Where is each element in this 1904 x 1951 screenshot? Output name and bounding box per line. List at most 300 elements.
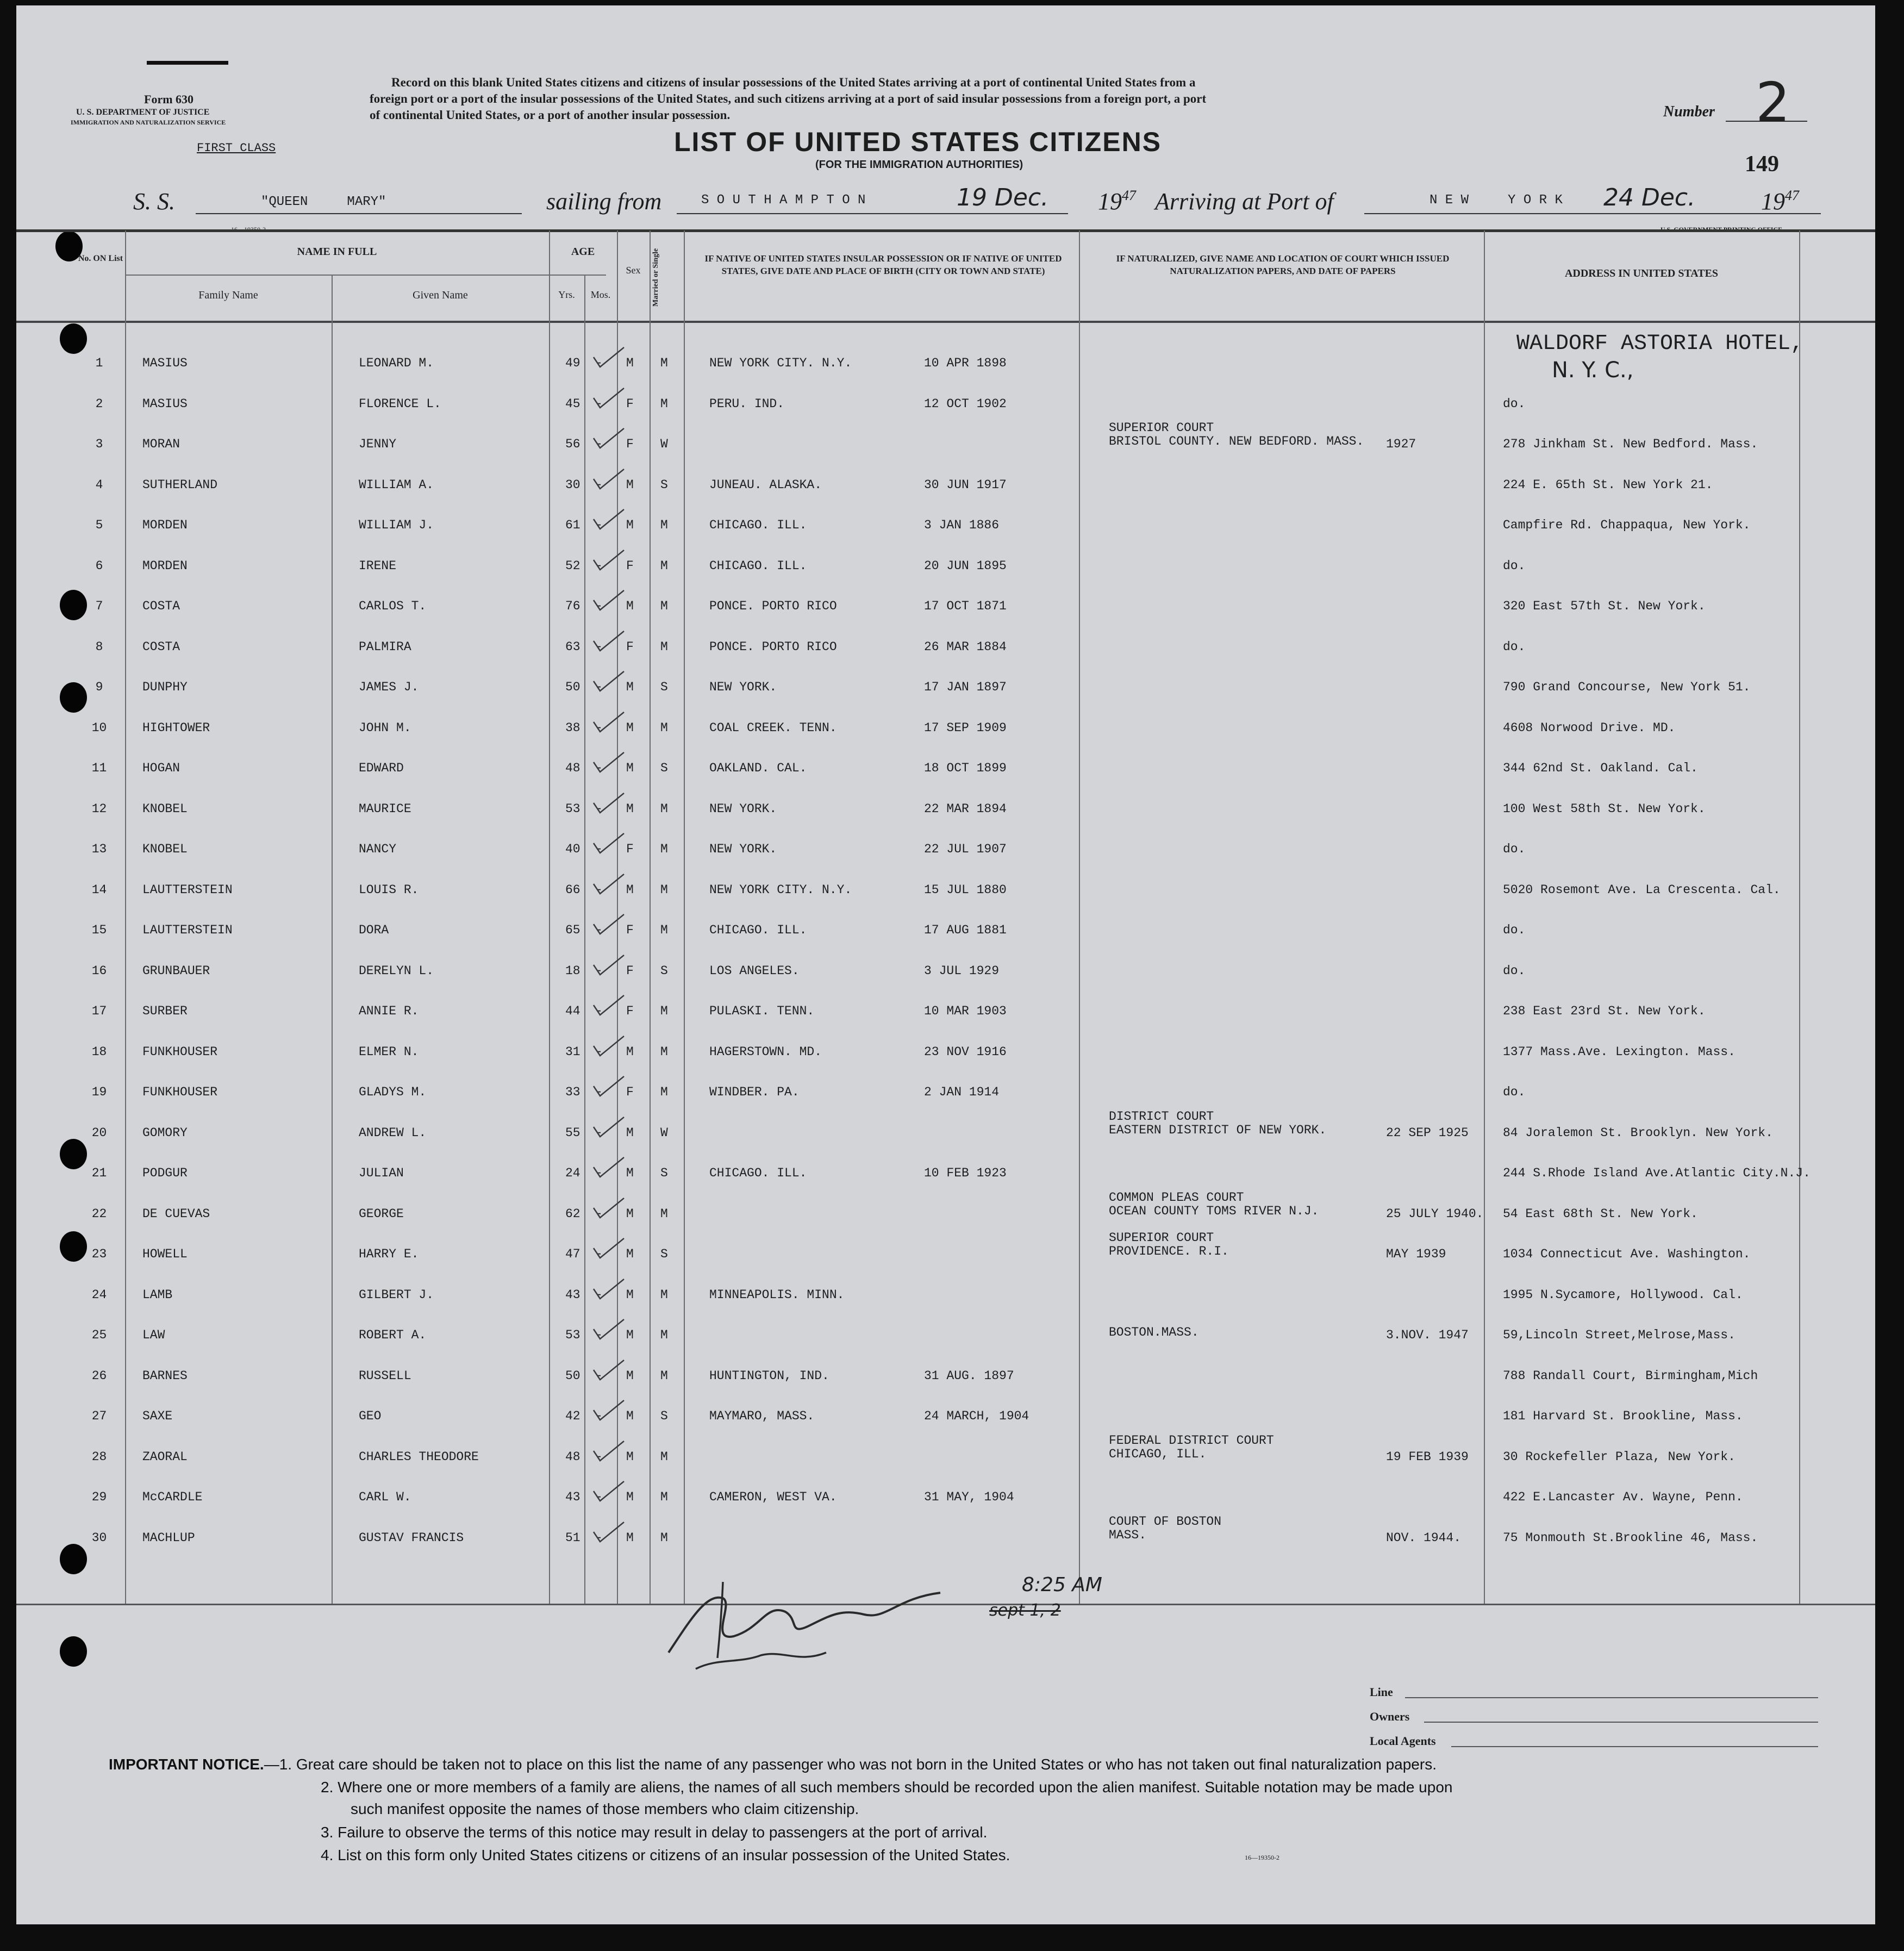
cell-mos: -: [595, 1085, 603, 1099]
cell-birth-place: CAMERON, WEST VA.: [709, 1490, 837, 1504]
cell-court2: EASTERN DISTRICT OF NEW YORK.: [1109, 1123, 1327, 1137]
cell-family: HOWELL: [142, 1247, 188, 1261]
check-mark-icon: [591, 1074, 629, 1101]
cell-sex: M: [626, 1490, 634, 1504]
cell-given: CARL W.: [359, 1490, 411, 1504]
cell-birth-date: 10 FEB 1923: [924, 1166, 1007, 1180]
cell-sex: M: [626, 1409, 634, 1423]
cell-given: JULIAN: [359, 1166, 404, 1180]
cell-birth-date: 3 JAN 1886: [924, 518, 1000, 532]
cell-ms: M: [660, 1449, 668, 1464]
owners-field[interactable]: [1424, 1722, 1818, 1723]
cell-age: 42: [565, 1409, 580, 1423]
cell-family: KNOBEL: [142, 842, 188, 856]
cell-ms: M: [660, 1085, 668, 1099]
check-mark-icon: [591, 710, 629, 737]
cell-sex: M: [626, 1449, 634, 1464]
cell-address: do.: [1503, 923, 1526, 937]
cell-family: HIGHTOWER: [142, 720, 210, 735]
cell-ms: M: [660, 1287, 668, 1302]
cell-address: 244 S.Rhode Island Ave.Atlantic City.N.J.: [1503, 1166, 1811, 1180]
cell-mos: -: [595, 720, 603, 735]
cell-no: 13: [91, 842, 107, 856]
arrival-year: $19^{47}$: [1761, 188, 1799, 215]
cell-family: BARNES: [142, 1368, 188, 1383]
cell-no: 6: [95, 558, 103, 573]
cell-birth-place: WINDBER. PA.: [709, 1085, 800, 1099]
cell-birth-date: 10 APR 1898: [924, 356, 1007, 370]
col-header-age: AGE: [571, 246, 595, 258]
cell-no: 2: [95, 396, 103, 411]
cell-birth-date: 17 OCT 1871: [924, 599, 1007, 613]
cell-ms: M: [660, 1368, 668, 1383]
list-number: 2: [1756, 71, 1790, 134]
cell-address: 30 Rockefeller Plaza, New York.: [1503, 1449, 1736, 1464]
record-notice: Record on this blank United States citizens and citizens of insular possessions of the United States arriving at a port of continental United States from a foreign port or a port of the insular possessions of the United States, and such citizens arriving at a port of said insular possessions from a foreign port, a port of continental United States, or a port of another insular possession.: [370, 76, 1207, 122]
notice-code: 16—19350-2: [1245, 1854, 1279, 1861]
cell-family: LAUTTERSTEIN: [142, 882, 233, 897]
cell-no: 18: [91, 1044, 107, 1059]
cell-birth-place: NEW YORK.: [709, 680, 777, 694]
cell-family: SAXE: [142, 1409, 173, 1423]
cell-birth-date: 26 MAR 1884: [924, 639, 1007, 654]
arrival-port: N E W Y O R K: [1429, 193, 1563, 208]
cell-given: ELMER N.: [359, 1044, 419, 1059]
cell-birth-place: PULASKI. TENN.: [709, 1004, 815, 1018]
col-header-yrs: Yrs.: [558, 289, 575, 300]
cell-court1: COMMON PLEAS COURT: [1109, 1190, 1244, 1205]
col-rule: [549, 230, 550, 1604]
check-mark-icon: [591, 791, 629, 818]
cell-family: ZAORAL: [142, 1449, 188, 1464]
cell-birth-place: LOS ANGELES.: [709, 963, 800, 978]
cell-court-date: 22 SEP 1925: [1386, 1125, 1469, 1140]
cell-birth-date: 31 MAY, 1904: [924, 1490, 1014, 1504]
cell-court1: COURT OF BOSTON: [1109, 1514, 1222, 1529]
cell-sex: M: [626, 720, 634, 735]
check-mark-icon: [591, 1479, 629, 1506]
cell-court2: MASS.: [1109, 1528, 1147, 1542]
cell-court-date: 3.NOV. 1947: [1386, 1328, 1469, 1342]
cell-given: ROBERT A.: [359, 1328, 427, 1342]
cell-address: 4608 Norwood Drive. MD.: [1503, 720, 1676, 735]
cell-age: 61: [565, 518, 580, 532]
year-prefix: $19^{47}$: [1098, 188, 1136, 215]
cell-sex: M: [626, 1368, 634, 1383]
punch-hole: [60, 1139, 87, 1169]
cell-no: 10: [91, 720, 107, 735]
cell-age: 55: [565, 1125, 580, 1140]
cell-given: ANDREW L.: [359, 1125, 427, 1140]
cell-court-date: NOV. 1944.: [1386, 1530, 1462, 1545]
cell-mos: -: [595, 923, 603, 937]
cell-family: LAW: [142, 1328, 165, 1342]
cell-mos: -: [595, 1125, 603, 1140]
cell-birth-place: PONCE. PORTO RICO: [709, 639, 837, 654]
cell-birth-date: 17 JAN 1897: [924, 680, 1007, 694]
cell-ms: S: [660, 1247, 668, 1261]
cell-address: do.: [1503, 842, 1526, 856]
header-divider: [549, 275, 606, 276]
cell-birth-date: 3 JUL 1929: [924, 963, 1000, 978]
cell-birth-date: 30 JUN 1917: [924, 477, 1007, 492]
cell-age: 38: [565, 720, 580, 735]
cell-mos: -: [595, 1004, 603, 1018]
col-header-family: Family Name: [198, 289, 258, 301]
punch-hole: [60, 1636, 87, 1667]
cell-sex: M: [626, 761, 634, 775]
cell-birth-date: 22 JUL 1907: [924, 842, 1007, 856]
cell-ms: M: [660, 558, 668, 573]
cell-mos: -: [595, 1206, 603, 1221]
col-rule: [584, 275, 585, 1604]
cell-mos: -: [595, 1490, 603, 1504]
cell-no: 22: [91, 1206, 107, 1221]
cell-birth-date: 23 NOV 1916: [924, 1044, 1007, 1059]
cell-sex: M: [626, 477, 634, 492]
cell-address: 1377 Mass.Ave. Lexington. Mass.: [1503, 1044, 1736, 1059]
cell-address: do.: [1503, 558, 1526, 573]
col-rule: [1799, 230, 1800, 1604]
col-rule: [1079, 230, 1080, 1604]
cell-birth-date: 10 MAR 1903: [924, 1004, 1007, 1018]
cell-court2: OCEAN COUNTY TOMS RIVER N.J.: [1109, 1204, 1319, 1218]
cell-court-date: 1927: [1386, 437, 1416, 451]
cell-address: Campfire Rd. Chappaqua, New York.: [1503, 518, 1751, 532]
cell-ms: M: [660, 1004, 668, 1018]
check-mark-icon: [591, 1277, 629, 1304]
cell-birth-date: 12 OCT 1902: [924, 396, 1007, 411]
cell-age: 33: [565, 1085, 580, 1099]
departure-port: S O U T H A M P T O N: [701, 193, 866, 208]
cell-ms: S: [660, 1409, 668, 1423]
cell-ms: M: [660, 882, 668, 897]
cell-mos: -: [595, 356, 603, 370]
cell-age: 53: [565, 801, 580, 816]
col-header-birth: IF NATIVE OF UNITED STATES INSULAR POSSESSION OR IF NATIVE OF UNITED STATES, GIVE DATE AND PLACE OF BIRTH (CITY OR TOWN AND STATE): [704, 253, 1062, 276]
cell-ms: M: [660, 801, 668, 816]
signature-scrawl: [658, 1560, 1049, 1685]
cell-address: 54 East 68th St. New York.: [1503, 1206, 1698, 1221]
check-mark-icon: [591, 1358, 629, 1385]
cell-address: 790 Grand Concourse, New York 51.: [1503, 680, 1751, 694]
cell-birth-date: 20 JUN 1895: [924, 558, 1007, 573]
cell-no: 20: [91, 1125, 107, 1140]
cell-no: 26: [91, 1368, 107, 1383]
cell-birth-date: 17 SEP 1909: [924, 720, 1007, 735]
class-label: FIRST CLASS: [197, 141, 276, 155]
cell-no: 27: [91, 1409, 107, 1423]
cell-mos: -: [595, 680, 603, 694]
cell-birth-date: 2 JAN 1914: [924, 1085, 1000, 1099]
cell-birth-place: COAL CREEK. TENN.: [709, 720, 837, 735]
cell-address: 59,Lincoln Street,Melrose,Mass.: [1503, 1328, 1736, 1342]
cell-family: DE CUEVAS: [142, 1206, 210, 1221]
cell-age: 48: [565, 1449, 580, 1464]
header-bottom-rule: [16, 321, 1875, 323]
cell-age: 43: [565, 1287, 580, 1302]
check-mark-icon: [591, 912, 629, 939]
cell-ms: M: [660, 1530, 668, 1545]
cell-no: 25: [91, 1328, 107, 1342]
check-mark-icon: [591, 1034, 629, 1061]
cell-age: 24: [565, 1166, 580, 1180]
cell-given: LEONARD M.: [359, 356, 434, 370]
cell-age: 56: [565, 437, 580, 451]
cell-no: 28: [91, 1449, 107, 1464]
cell-mos: -: [595, 396, 603, 411]
port-underline: [677, 213, 1068, 214]
cell-birth-place: CHICAGO. ILL.: [709, 923, 807, 937]
cell-birth-place: PERU. IND.: [709, 396, 785, 411]
cell-ms: M: [660, 1206, 668, 1221]
cell-given: CARLOS T.: [359, 599, 427, 613]
cell-age: 49: [565, 356, 580, 370]
cell-birth-place: NEW YORK CITY. N.Y.: [709, 356, 852, 370]
header-mark: [147, 61, 228, 65]
check-mark-icon: [591, 1520, 629, 1547]
cell-mos: -: [595, 1287, 603, 1302]
cell-given: DERELYN L.: [359, 963, 434, 978]
cell-birth-place: JUNEAU. ALASKA.: [709, 477, 822, 492]
cell-mos: -: [595, 1368, 603, 1383]
cell-sex: M: [626, 1044, 634, 1059]
cell-address: WALDORF ASTORIA HOTEL,: [1516, 332, 1804, 356]
cell-ms: M: [660, 842, 668, 856]
cell-sex: F: [626, 1085, 634, 1099]
notice-line-3: such manifest opposite the names of those members who claim citizenship.: [351, 1800, 859, 1817]
check-mark-icon: [591, 507, 629, 534]
line-field-label: Line: [1370, 1685, 1393, 1699]
cell-no: 23: [91, 1247, 107, 1261]
cell-sex: F: [626, 437, 634, 451]
check-mark-icon: [591, 548, 629, 575]
owners-field-label: Owners: [1370, 1710, 1410, 1723]
cell-family: SUTHERLAND: [142, 477, 218, 492]
cell-mos: -: [595, 801, 603, 816]
cell-no: 24: [91, 1287, 107, 1302]
cell-address: 75 Monmouth St.Brookline 46, Mass.: [1503, 1530, 1758, 1545]
cell-birth-place: PONCE. PORTO RICO: [709, 599, 837, 613]
cell-sex: M: [626, 599, 634, 613]
notice-line-1: IMPORTANT NOTICE.—1. Great care should be taken not to place on this list the name of any passenger who was not born in the United States or who has not taken out final naturalization papers.: [109, 1756, 1437, 1773]
line-field[interactable]: [1405, 1697, 1818, 1698]
local-agents-field-label: Local Agents: [1370, 1734, 1436, 1748]
cell-age: 48: [565, 761, 580, 775]
cell-sex: M: [626, 1206, 634, 1221]
cell-court2: BOSTON.MASS.: [1109, 1325, 1199, 1339]
cell-no: 19: [91, 1085, 107, 1099]
cell-age: 40: [565, 842, 580, 856]
cell-given: MAURICE: [359, 801, 411, 816]
cell-age: 43: [565, 1490, 580, 1504]
check-mark-icon: [591, 1196, 629, 1223]
cell-no: 17: [91, 1004, 107, 1018]
cell-mos: -: [595, 639, 603, 654]
cell-mos: -: [595, 437, 603, 451]
cell-address: 238 East 23rd St. New York.: [1503, 1004, 1706, 1018]
cell-family: McCARDLE: [142, 1490, 203, 1504]
check-mark-icon: [591, 872, 629, 899]
cell-age: 50: [565, 1368, 580, 1383]
cell-address: do.: [1503, 1085, 1526, 1099]
number-label: Number: [1663, 103, 1715, 120]
cell-age: 47: [565, 1247, 580, 1261]
cell-family: GOMORY: [142, 1125, 188, 1140]
cell-ms: M: [660, 720, 668, 735]
cell-birth-place: CHICAGO. ILL.: [709, 1166, 807, 1180]
col-header-naturalized: IF NATURALIZED, GIVE NAME AND LOCATION OF COURT WHICH ISSUED NATURALIZATION PAPERS, AND DATE OF PAPERS: [1116, 253, 1450, 276]
page-subtitle: (FOR THE IMMIGRATION AUTHORITIES): [815, 159, 1023, 171]
cell-address: 1995 N.Sycamore, Hollywood. Cal.: [1503, 1287, 1743, 1302]
cell-given: GLADYS M.: [359, 1085, 427, 1099]
cell-age: 51: [565, 1530, 580, 1545]
cell-family: LAUTTERSTEIN: [142, 923, 233, 937]
cell-birth-place: OAKLAND. CAL.: [709, 761, 807, 775]
cell-family: FUNKHOUSER: [142, 1085, 218, 1099]
cell-court1: FEDERAL DISTRICT COURT: [1109, 1433, 1274, 1448]
cell-sex: F: [626, 1004, 634, 1018]
cell-court2: CHICAGO, ILL.: [1109, 1447, 1207, 1461]
cell-sex: F: [626, 963, 634, 978]
cell-mos: -: [595, 518, 603, 532]
cell-ms: M: [660, 1044, 668, 1059]
handwritten-note: sept 1, 2: [989, 1601, 1061, 1620]
cell-family: COSTA: [142, 639, 180, 654]
col-header-address: ADDRESS IN UNITED STATES: [1564, 267, 1719, 279]
cell-ms: S: [660, 477, 668, 492]
cell-age: 62: [565, 1206, 580, 1221]
cell-birth-place: MAYMARO, MASS.: [709, 1409, 815, 1423]
notice-line-2: 2. Where one or more members of a family are aliens, the names of all such members should be recorded upon the alien manifest. Suitable notation may be made upon: [321, 1779, 1453, 1796]
arrival-underline: [1364, 213, 1821, 214]
cell-ms: M: [660, 1490, 668, 1504]
cell-no: 9: [95, 680, 103, 694]
col-header-married: Married or Single: [652, 248, 660, 307]
cell-mos: -: [595, 761, 603, 775]
cell-mos: -: [595, 1449, 603, 1464]
cell-birth-date: 24 MARCH, 1904: [924, 1409, 1029, 1423]
cell-age: 44: [565, 1004, 580, 1018]
cell-given: WILLIAM J.: [359, 518, 434, 532]
cell-age: 31: [565, 1044, 580, 1059]
cell-sex: F: [626, 558, 634, 573]
cell-ms: M: [660, 1328, 668, 1342]
cell-given: WILLIAM A.: [359, 477, 434, 492]
cell-ms: M: [660, 396, 668, 411]
cell-given: JOHN M.: [359, 720, 411, 735]
cell-no: 12: [91, 801, 107, 816]
cell-court-date: 19 FEB 1939: [1386, 1449, 1469, 1464]
cell-sex: F: [626, 842, 634, 856]
departure-date: 19 Dec.: [957, 184, 1049, 211]
cell-mos: -: [595, 963, 603, 978]
col-rule: [650, 230, 651, 1604]
cell-ms: M: [660, 518, 668, 532]
cell-no: 8: [95, 639, 103, 654]
cell-mos: -: [595, 1328, 603, 1342]
col-rule: [1484, 230, 1485, 1604]
cell-court1: SUPERIOR COURT: [1109, 421, 1214, 435]
cell-age: 76: [565, 599, 580, 613]
cell-ms: M: [660, 356, 668, 370]
cell-no: 15: [91, 923, 107, 937]
cell-family: LAMB: [142, 1287, 173, 1302]
cell-sex: M: [626, 356, 634, 370]
cell-sex: M: [626, 882, 634, 897]
col-rule: [684, 230, 685, 1604]
cell-no: 3: [95, 437, 103, 451]
cell-no: 14: [91, 882, 107, 897]
col-rule: [125, 230, 126, 1604]
printing-office: U.S. GOVERNMENT PRINTING OFFICE: [1660, 226, 1783, 233]
page-title: LIST OF UNITED STATES CITIZENS: [674, 127, 1162, 157]
cell-age: 53: [565, 1328, 580, 1342]
col-header-name: NAME IN FULL: [297, 246, 377, 258]
cell-sex: M: [626, 518, 634, 532]
punch-hole: [60, 323, 87, 354]
cell-birth-place: NEW YORK.: [709, 842, 777, 856]
department-line: U. S. DEPARTMENT OF JUSTICE: [76, 108, 210, 117]
col-header-sex: Sex: [626, 265, 641, 276]
cell-sex: M: [626, 1247, 634, 1261]
arrival-date: 24 Dec.: [1603, 184, 1696, 211]
cell-family: GRUNBAUER: [142, 963, 210, 978]
small-code: 16—19350-2: [231, 226, 266, 233]
check-mark-icon: [591, 426, 629, 453]
cell-mos: -: [595, 1409, 603, 1423]
cell-ms: S: [660, 1166, 668, 1180]
cell-no: 4: [95, 477, 103, 492]
check-mark-icon: [591, 1155, 629, 1182]
cell-given: ANNIE R.: [359, 1004, 419, 1018]
cell-no: 29: [91, 1490, 107, 1504]
cell-given: RUSSELL: [359, 1368, 411, 1383]
cell-given: JENNY: [359, 437, 397, 451]
notice-line-4: 3. Failure to observe the terms of this notice may result in delay to passengers at the port of arrival.: [321, 1824, 988, 1841]
cell-no: 7: [95, 599, 103, 613]
cell-birth-date: 17 AUG 1881: [924, 923, 1007, 937]
cell-birth-date: 22 MAR 1894: [924, 801, 1007, 816]
local-agents-field[interactable]: [1451, 1746, 1818, 1747]
cell-family: MORDEN: [142, 558, 188, 573]
page-number: 149: [1745, 152, 1779, 177]
cell-age: 63: [565, 639, 580, 654]
cell-given: PALMIRA: [359, 639, 411, 654]
cell-given: FLORENCE L.: [359, 396, 441, 411]
cell-family: SURBER: [142, 1004, 188, 1018]
check-mark-icon: [591, 953, 629, 980]
cell-ms: S: [660, 680, 668, 694]
cell-age: 66: [565, 882, 580, 897]
cell-address: 100 West 58th St. New York.: [1503, 801, 1706, 816]
cell-address: 320 East 57th St. New York.: [1503, 599, 1706, 613]
cell-birth-place: NEW YORK.: [709, 801, 777, 816]
check-mark-icon: [591, 993, 629, 1020]
cell-birth-place: CHICAGO. ILL.: [709, 558, 807, 573]
cell-sex: M: [626, 1530, 634, 1545]
cell-age: 30: [565, 477, 580, 492]
table-top-rule: [16, 229, 1875, 232]
cell-sex: M: [626, 801, 634, 816]
cell-court2: BRISTOL COUNTY. NEW BEDFORD. MASS.: [1109, 434, 1364, 448]
cell-birth-place: HAGERSTOWN. MD.: [709, 1044, 822, 1059]
col-rule: [332, 275, 333, 1604]
cell-birth-place: MINNEAPOLIS. MINN.: [709, 1287, 845, 1302]
cell-given: LOUIS R.: [359, 882, 419, 897]
cell-ms: W: [660, 1125, 668, 1140]
cell-given: EDWARD: [359, 761, 404, 775]
